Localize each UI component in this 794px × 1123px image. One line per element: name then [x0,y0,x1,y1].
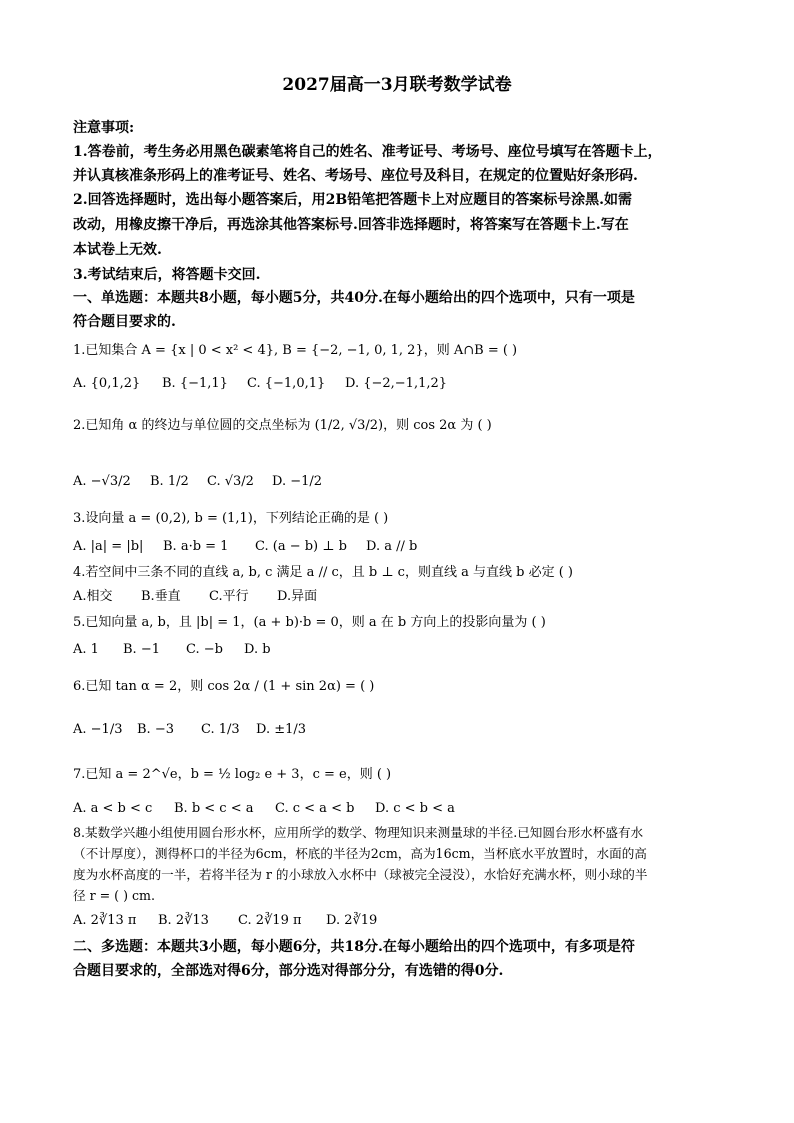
question-2-option-d: D. −1/2 [272,474,323,489]
question-3-option-b: B. a·b = 1 [163,539,229,554]
question-1-option-b: B. {−1,1} [162,376,228,391]
question-8-option-c: C. 2∛19 π [238,913,302,928]
question-4-option-b: B.垂直 [141,589,181,604]
section2-heading: 二、多选题：本题共3小题，每小题6分，共18分.在每小题给出的四个选项中，有多项是符 [73,939,635,955]
question-1-stem: 1.已知集合 A = {x | 0 < x² < 4}, B = {−2, −1, 0, 1, 2}，则 A∩B = ( ) [73,343,518,358]
question-2-option-b: B. 1/2 [150,474,189,489]
question-8-option-d: D. 2∛19 [326,913,378,928]
question-5-stem: 5.已知向量 a, b，且 |b| = 1，(a + b)·b = 0，则 a 在 b 方向上的投影向量为 ( ) [73,615,546,630]
exam-title: 2027届高一3月联考数学试卷 [282,75,512,95]
question-7-option-d: D. c < b < a [375,801,455,816]
question-1-option-a: A. {0,1,2} [73,376,141,391]
question-4-option-c: C.平行 [209,589,249,604]
question-6-option-a: A. −1/3 [73,722,123,737]
question-6-option-d: D. ±1/3 [256,722,307,737]
question-8-stem-line: （不计厚度），测得杯口的半径为6cm，杯底的半径为2cm，高为16cm，当杯底水平放置时，水面的高 [73,846,647,861]
notes-heading: 注意事项: [73,120,135,136]
question-7-option-c: C. c < a < b [275,801,355,816]
question-7-stem: 7.已知 a = 2^√e，b = ½ log₂ e + 3，c = e，则 ( ) [73,767,392,782]
question-8-option-a: A. 2∛13 π [73,913,137,928]
question-3-option-a: A. |a| = |b| [73,539,144,554]
question-8-stem-line: 度为水杯高度的一半，若将半径为 r 的小球放入水杯中（球被完全浸没），水恰好充满水杯，则小球的半 [73,867,648,882]
question-6-option-b: B. −3 [137,722,174,737]
question-8-stem-line: 径 r = ( ) cm. [73,888,156,903]
question-8-stem-line: 8.某数学兴趣小组使用圆台形水杯，应用所学的数学、物理知识来测量球的半径.已知圆台形水杯盛有水 [73,825,644,840]
question-1-option-d: D. {−2,−1,1,2} [345,376,448,391]
question-8-option-b: B. 2∛13 [158,913,209,928]
question-5-option-a: A. 1 [73,642,99,657]
question-2-option-a: A. −√3/2 [73,474,131,489]
question-5-option-d: D. b [244,642,271,657]
question-6-option-c: C. 1/3 [201,722,240,737]
question-2-stem: 2.已知角 α 的终边与单位圆的交点坐标为 (1/2, √3/2)，则 cos 2α 为 ( ) [73,418,492,433]
question-4-option-d: D.异面 [277,589,318,604]
notes-line: 1.答卷前，考生务必用黑色碳素笔将自己的姓名、准考证号、考场号、座位号填写在答题卡上， [73,144,662,160]
question-2-option-c: C. √3/2 [207,474,254,489]
question-4-option-a: A.相交 [73,589,113,604]
question-7-option-a: A. a < b < c [73,801,153,816]
question-7-option-b: B. b < c < a [174,801,254,816]
section1-heading: 一、单选题：本题共8小题，每小题5分，共40分.在每小题给出的四个选项中，只有一项是 [73,290,635,306]
section1-heading-cont: 符合题目要求的. [73,314,176,330]
question-5-option-b: B. −1 [123,642,160,657]
question-4-stem: 4.若空间中三条不同的直线 a, b, c 满足 a // c，且 b ⊥ c，则直线 a 与直线 b 必定 ( ) [73,565,573,580]
notes-line: 本试卷上无效. [73,242,162,258]
question-3-option-c: C. (a − b) ⊥ b [255,539,347,554]
question-6-stem: 6.已知 tan α = 2，则 cos 2α / (1 + sin 2α) = ( ) [73,679,375,694]
question-1-option-c: C. {−1,0,1} [247,376,326,391]
notes-line: 3.考试结束后，将答题卡交回. [73,267,261,283]
question-3-stem: 3.设向量 a = (0,2), b = (1,1)，下列结论正确的是 ( ) [73,511,389,526]
notes-line: 2.回答选择题时，选出每小题答案后，用2B铅笔把答题卡上对应题目的答案标号涂黑.如需 [73,192,633,208]
question-3-option-d: D. a // b [366,539,418,554]
notes-line: 改动，用橡皮擦干净后，再选涂其他答案标号.回答非选择题时，将答案写在答题卡上.写在 [73,217,629,233]
notes-line: 并认真核准条形码上的准考证号、姓名、考场号、座位号及科目，在规定的位置贴好条形码. [73,168,638,184]
section2-heading-cont: 合题目要求的，全部选对得6分，部分选对得部分分，有选错的得0分. [73,963,504,979]
question-5-option-c: C. −b [186,642,223,657]
